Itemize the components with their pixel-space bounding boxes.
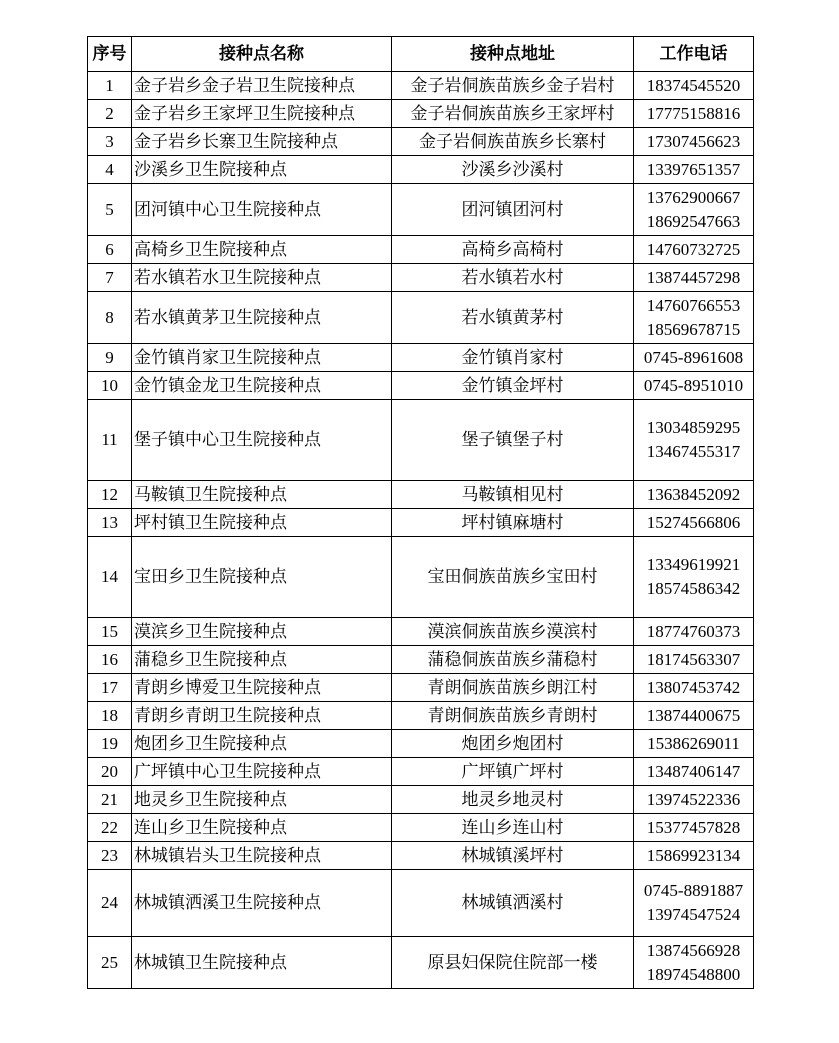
site-address: 蒲稳侗族苗族乡蒲稳村 [392,646,634,674]
table-row [88,156,754,184]
phone-cell [634,400,754,481]
row-no: 17 [88,674,132,702]
site-name: 广坪镇中心卫生院接种点 [132,758,392,786]
row-no: 19 [88,730,132,758]
phone-number: 13807453742 [646,677,741,697]
phone-number: 14760766553 [646,295,741,315]
site-address: 青朗侗族苗族乡朗江村 [392,674,634,702]
row-no: 6 [88,236,132,264]
table-row [88,674,754,702]
phone-cell [634,842,754,870]
site-name: 漠滨乡卫生院接种点 [132,618,392,646]
phone-number: 15377457828 [646,817,741,837]
phone-number-secondary: 18692547663 [646,211,741,231]
table-row [88,646,754,674]
site-name: 蒲稳乡卫生院接种点 [132,646,392,674]
phone-number: 13397651357 [646,159,741,179]
site-address: 金竹镇金坪村 [392,372,634,400]
header-address: 接种点地址 [392,37,634,72]
phone-cell [634,481,754,509]
phone-number: 13762900667 [646,187,741,207]
row-no: 13 [88,509,132,537]
phone-number-secondary: 18574586342 [646,579,741,598]
phone-cell [634,264,754,292]
phone-number-secondary: 13974547524 [646,905,741,924]
phone-cell [634,509,754,537]
phone-number: 18374545520 [646,75,741,95]
phone-number: 15274566806 [646,512,741,532]
site-name: 堡子镇中心卫生院接种点 [132,400,392,481]
site-name: 若水镇黄茅卫生院接种点 [132,292,392,344]
site-address: 漠滨侗族苗族乡漠滨村 [392,618,634,646]
phone-number: 13874457298 [646,267,741,287]
phone-cell [634,646,754,674]
phone-cell [634,937,754,989]
site-name: 金竹镇肖家卫生院接种点 [132,344,392,372]
phone-cell [634,814,754,842]
row-no: 5 [88,184,132,236]
table-row [88,344,754,372]
phone-number: 13349619921 [646,555,741,574]
site-name: 团河镇中心卫生院接种点 [132,184,392,236]
table-row [88,870,754,937]
site-name: 高椅乡卫生院接种点 [132,236,392,264]
phone-cell [634,674,754,702]
phone-number: 13974522336 [646,789,741,809]
phone-number: 0745-8961608 [643,347,744,367]
table-row [88,292,754,344]
site-name: 若水镇若水卫生院接种点 [132,264,392,292]
site-address: 堡子镇堡子村 [392,400,634,481]
phone-cell [634,870,754,937]
phone-cell [634,618,754,646]
phone-number: 0745-8891887 [643,881,744,900]
table-row [88,758,754,786]
row-no: 7 [88,264,132,292]
row-no: 24 [88,870,132,937]
site-address: 沙溪乡沙溪村 [392,156,634,184]
phone-number-secondary: 18974548800 [646,964,741,984]
site-address: 马鞍镇相见村 [392,481,634,509]
site-name: 林城镇洒溪卫生院接种点 [132,870,392,937]
site-address: 林城镇溪坪村 [392,842,634,870]
phone-number: 15386269011 [647,733,740,753]
site-address: 金子岩侗族苗族乡长寨村 [392,128,634,156]
phone-cell [634,537,754,618]
table-row [88,400,754,481]
phone-cell [634,128,754,156]
table-row [88,100,754,128]
row-no: 23 [88,842,132,870]
site-address: 金子岩侗族苗族乡王家坪村 [392,100,634,128]
row-no: 14 [88,537,132,618]
site-address: 地灵乡地灵村 [392,786,634,814]
row-no: 22 [88,814,132,842]
site-name: 金子岩乡长寨卫生院接种点 [132,128,392,156]
header-no: 序号 [88,37,132,72]
table-row [88,702,754,730]
site-name: 宝田乡卫生院接种点 [132,537,392,618]
phone-number-secondary: 13467455317 [646,442,741,461]
site-address: 金子岩侗族苗族乡金子岩村 [392,72,634,100]
table-row [88,814,754,842]
phone-cell [634,372,754,400]
site-name: 青朗乡青朗卫生院接种点 [132,702,392,730]
row-no: 3 [88,128,132,156]
site-address: 若水镇若水村 [392,264,634,292]
site-address: 连山乡连山村 [392,814,634,842]
phone-number: 17775158816 [646,103,741,123]
phone-number: 13487406147 [646,761,741,781]
site-name: 地灵乡卫生院接种点 [132,786,392,814]
table-row [88,786,754,814]
table-row [88,537,754,618]
phone-cell [634,758,754,786]
phone-number-secondary: 18569678715 [646,319,741,339]
phone-number: 13638452092 [646,484,741,504]
phone-cell [634,344,754,372]
phone-cell [634,72,754,100]
row-no: 15 [88,618,132,646]
site-name: 炮团乡卫生院接种点 [132,730,392,758]
row-no: 8 [88,292,132,344]
table-row [88,481,754,509]
row-no: 9 [88,344,132,372]
phone-cell [634,156,754,184]
phone-cell [634,730,754,758]
row-no: 25 [88,937,132,989]
row-no: 11 [88,400,132,481]
phone-number: 15869923134 [646,845,741,865]
table-row [88,184,754,236]
phone-number: 14760732725 [646,239,741,259]
row-no: 4 [88,156,132,184]
site-name: 金子岩乡王家坪卫生院接种点 [132,100,392,128]
site-name: 沙溪乡卫生院接种点 [132,156,392,184]
row-no: 2 [88,100,132,128]
table-row [88,842,754,870]
table-row [88,937,754,989]
header-row [88,37,754,72]
phone-cell [634,100,754,128]
table-row [88,372,754,400]
site-address: 高椅乡高椅村 [392,236,634,264]
row-no: 12 [88,481,132,509]
phone-number: 0745-8951010 [643,375,744,395]
table-row [88,618,754,646]
phone-cell [634,236,754,264]
header-name: 接种点名称 [132,37,392,72]
row-no: 20 [88,758,132,786]
site-address: 青朗侗族苗族乡青朗村 [392,702,634,730]
phone-cell [634,702,754,730]
site-address: 林城镇洒溪村 [392,870,634,937]
site-name: 坪村镇卫生院接种点 [132,509,392,537]
table-row [88,264,754,292]
row-no: 18 [88,702,132,730]
site-name: 马鞍镇卫生院接种点 [132,481,392,509]
site-address: 金竹镇肖家村 [392,344,634,372]
phone-cell [634,184,754,236]
site-address: 炮团乡炮团村 [392,730,634,758]
phone-cell [634,292,754,344]
table-row [88,72,754,100]
site-name: 青朗乡博爱卫生院接种点 [132,674,392,702]
site-name: 林城镇岩头卫生院接种点 [132,842,392,870]
row-no: 10 [88,372,132,400]
row-no: 21 [88,786,132,814]
site-name: 林城镇卫生院接种点 [132,937,392,989]
site-name: 金竹镇金龙卫生院接种点 [132,372,392,400]
site-name: 金子岩乡金子岩卫生院接种点 [132,72,392,100]
table-row [88,509,754,537]
table-row [88,128,754,156]
phone-number: 13034859295 [646,418,741,437]
phone-number: 18174563307 [646,649,741,669]
site-address: 宝田侗族苗族乡宝田村 [392,537,634,618]
table-row [88,236,754,264]
vaccination-sites-table [87,36,754,989]
site-name: 连山乡卫生院接种点 [132,814,392,842]
phone-number: 13874400675 [646,705,741,725]
phone-number: 13874566928 [646,940,741,960]
site-address: 团河镇团河村 [392,184,634,236]
row-no: 1 [88,72,132,100]
table-row [88,730,754,758]
phone-number: 18774760373 [646,621,741,641]
header-phone: 工作电话 [634,37,754,72]
row-no: 16 [88,646,132,674]
phone-number: 17307456623 [646,131,741,151]
site-address: 坪村镇麻塘村 [392,509,634,537]
site-address: 原县妇保院住院部一楼 [392,937,634,989]
phone-cell [634,786,754,814]
site-address: 若水镇黄茅村 [392,292,634,344]
site-address: 广坪镇广坪村 [392,758,634,786]
